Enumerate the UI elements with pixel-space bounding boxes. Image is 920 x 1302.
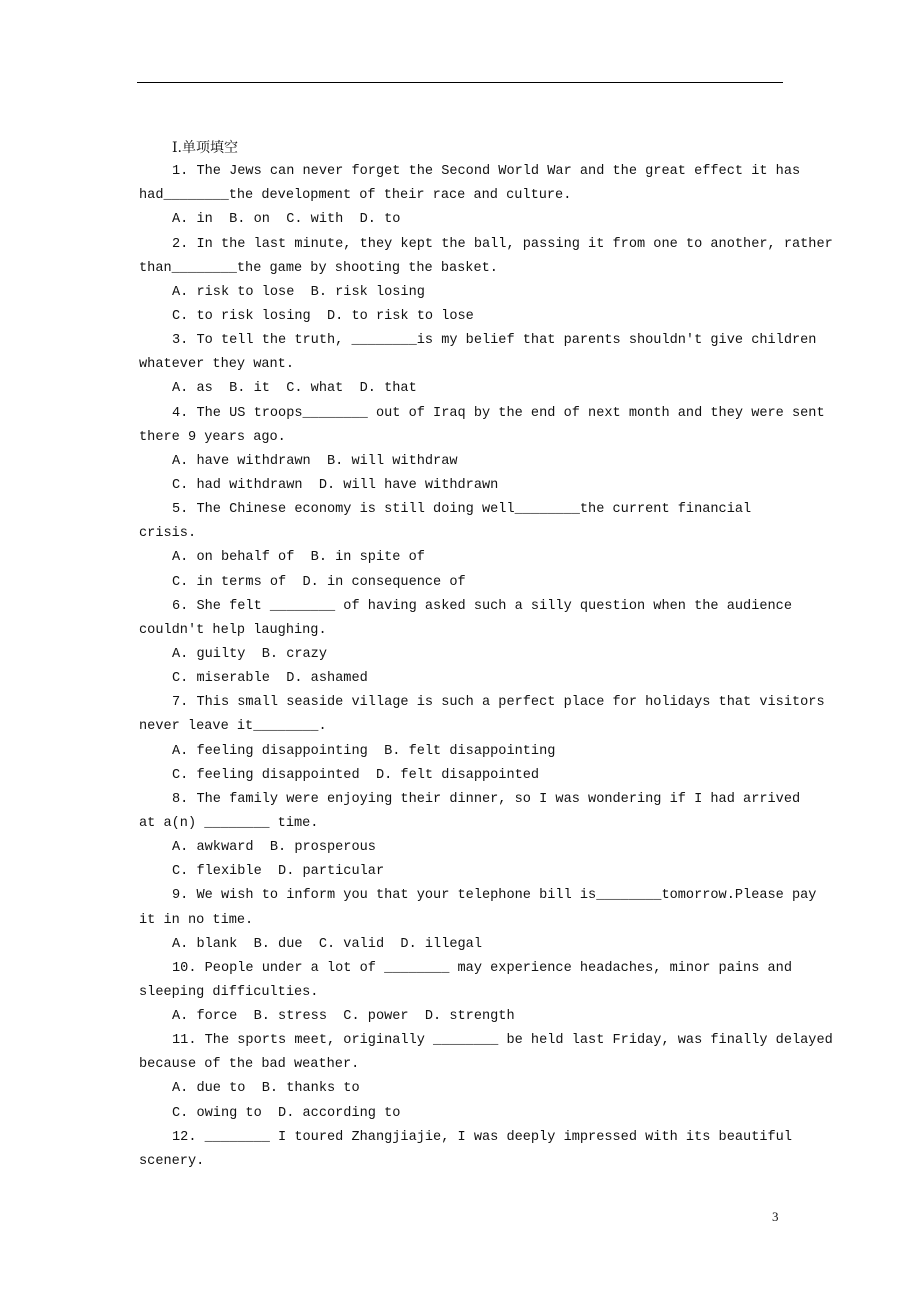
- text-line: had________the development of their race and culture.: [139, 188, 572, 204]
- text-line: 12. ________ I toured Zhangjiajie, I was deeply impressed with its beautiful: [172, 1129, 792, 1145]
- page-number: 3: [772, 1209, 779, 1224]
- text-line: C. had withdrawn D. will have withdrawn: [172, 477, 499, 493]
- text-line: at a(n) ________ time.: [139, 815, 319, 831]
- text-line: C. in terms of D. in consequence of: [172, 574, 466, 590]
- section-heading: Ⅰ.单项填空: [172, 140, 238, 156]
- text-line: C. owing to D. according to: [172, 1105, 401, 1121]
- text-line: scenery.: [139, 1153, 205, 1169]
- text-line: A. have withdrawn B. will withdraw: [172, 453, 458, 469]
- text-line: A. guilty B. crazy: [172, 646, 327, 662]
- text-line: sleeping difficulties.: [139, 984, 319, 1000]
- text-line: A. on behalf of B. in spite of: [172, 550, 425, 566]
- text-line: whatever they want.: [139, 357, 294, 373]
- text-line: C. to risk losing D. to risk to lose: [172, 308, 474, 324]
- text-line: 9. We wish to inform you that your telephone bill is________tomorrow.Please pay: [172, 888, 817, 904]
- text-line: 7. This small seaside village is such a perfect place for holidays that visitors: [172, 695, 825, 711]
- text-line: it in no time.: [139, 912, 254, 928]
- text-line: A. force B. stress C. power D. strength: [172, 1009, 515, 1025]
- text-line: C. miserable D. ashamed: [172, 671, 368, 687]
- text-line: 4. The US troops________ out of Iraq by the end of next month and they were sent: [172, 405, 825, 421]
- text-line: 2. In the last minute, they kept the ball, passing it from one to another, rather: [172, 236, 833, 252]
- text-line: 8. The family were enjoying their dinner, so I was wondering if I had arrived: [172, 791, 801, 807]
- text-line: never leave it________.: [139, 719, 327, 735]
- text-line: 10. People under a lot of ________ may experience headaches, minor pains and: [172, 960, 792, 976]
- question-lines: [139, 160, 839, 1174]
- text-line: A. risk to lose B. risk losing: [172, 284, 425, 300]
- text-line: A. awkward B. prosperous: [172, 840, 376, 856]
- text-line: A. in B. on C. with D. to: [172, 212, 401, 228]
- text-line: A. feeling disappointing B. felt disappointing: [172, 743, 556, 759]
- text-line: A. due to B. thanks to: [172, 1081, 360, 1097]
- text-line: 5. The Chinese economy is still doing well________the current financial: [172, 502, 752, 518]
- text-line: 1. The Jews can never forget the Second World War and the great effect it has: [172, 164, 801, 180]
- text-line: C. feeling disappointed D. felt disappointed: [172, 767, 540, 783]
- text-line: 6. She felt ________ of having asked such a silly question when the audience: [172, 598, 792, 614]
- header-rule: [137, 82, 783, 83]
- text-line: there 9 years ago.: [139, 429, 286, 445]
- text-line: A. as B. it C. what D. that: [172, 381, 417, 397]
- text-line: 11. The sports meet, originally ________ be held last Friday, was finally delayed: [172, 1033, 833, 1049]
- text-line: A. blank B. due C. valid D. illegal: [172, 936, 482, 952]
- text-line: than________the game by shooting the basket.: [139, 260, 498, 276]
- text-line: crisis.: [139, 526, 197, 542]
- document-body: [139, 136, 839, 1174]
- text-line: 3. To tell the truth, ________is my belief that parents shouldn't give children: [172, 333, 817, 349]
- text-line: couldn't help laughing.: [139, 622, 327, 638]
- text-line: because of the bad weather.: [139, 1057, 360, 1073]
- text-line: C. flexible D. particular: [172, 864, 385, 880]
